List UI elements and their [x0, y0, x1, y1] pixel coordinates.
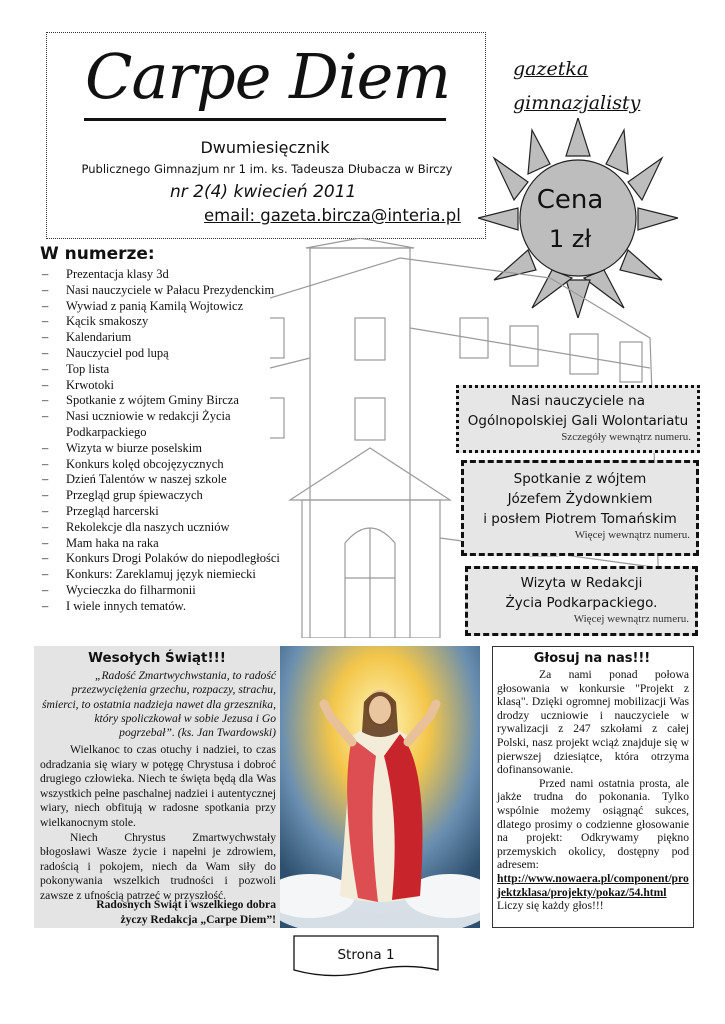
easter-body: [40, 743, 276, 904]
contents-item: – I wiele innych tematów.: [40, 599, 280, 615]
school-name: Publicznego Gimnazjum nr 1 im. ks. Tadeusza Dłubacza w Birczy: [81, 162, 453, 176]
contents-item: – Kalendarium: [40, 330, 280, 346]
contents-item: – Krwotoki: [40, 378, 280, 394]
title-underline: [84, 118, 446, 121]
contents-item: – Kącik smakoszy: [40, 314, 280, 330]
contents-list: [40, 267, 280, 615]
contents-item: – Wywiad z panią Kamilą Wojtowicz: [40, 299, 280, 315]
contents-item: – Konkurs kolęd obcojęzycznych: [40, 457, 280, 473]
contents-item: – Przegląd grup śpiewaczych: [40, 488, 280, 504]
contents-item: – Nasi uczniowie w redakcji Życia Podkarpackiego: [40, 409, 280, 441]
contents-item: – Nasi nauczyciele w Pałacu Prezydenckim: [40, 283, 280, 299]
callout-line: Ogólnopolskiej Gali Wolontariatu: [467, 413, 689, 429]
subtitle-gimnazjalisty: gimnazjalisty: [513, 92, 641, 114]
vote-closing: Liczy się każdy głos!!!: [497, 899, 604, 913]
callout-mayor-meeting: [461, 460, 699, 556]
vote-title: Głosuj na nas!!!: [533, 651, 651, 666]
contents-item: – Przegląd harcerski: [40, 504, 280, 520]
vote-body: [497, 668, 689, 913]
callout-note: Więcej wewnątrz numeru.: [573, 613, 689, 625]
easter-signature-line: życzy Redakcja „Carpe Diem”!: [120, 912, 276, 926]
contents-item: – Nauczyciel pod lupą: [40, 346, 280, 362]
callout-line: Nasi nauczyciele na: [511, 393, 645, 409]
newspaper-title: Carpe Diem: [85, 40, 451, 113]
contents-item: – Spotkanie z wójtem Gminy Bircza: [40, 393, 280, 409]
contents-item: – Dzień Talentów w naszej szkole: [40, 472, 280, 488]
contents-item: – Prezentacja klasy 3d: [40, 267, 280, 283]
contents-item: – Konkurs Drogi Polaków do niepodległości: [40, 551, 280, 567]
risen-christ-image: [280, 646, 480, 928]
callout-volunteer-gala: [456, 385, 700, 453]
contents-item: – Top lista: [40, 362, 280, 378]
vote-paragraph: Przed nami ostatnia prosta, ale jakże trudna do pokonania. Tylko wspólnie możemy osiągnąć sukces, dlatego prosimy o codzienne głosowanie na projekt: Odkrywamy piękno przemyskich okolicy, dostępny pod adresem:: [497, 776, 689, 872]
easter-paragraph: Niech Chrystus Zmartwychwstały błogosławi Wasze życie i napełni je zdrowiem, radością i pokojem, niech da Wam siły do pokonywania wszelkich trudności i pozwoli zawsze z ufnością patrzeć w przyszłość.: [40, 830, 276, 902]
callout-line: Józefem Żydownkiem: [507, 491, 653, 507]
contents-item: – Mam haka na raka: [40, 536, 280, 552]
contents-item: – Rekolekcje dla naszych uczniów: [40, 520, 280, 536]
page-number: Strona 1: [337, 947, 395, 963]
callout-newsroom-visit: [465, 566, 698, 636]
easter-quote: „Radość Zmartwychwstania, to radość przezwyciężenia grzechu, rozpaczy, strachu, śmierci, to ostatnia nadzieja nawet dla grzesznika, który spoliczkował w sobie Jezusa i Go pogrzebał”. (ks. Jan Twardowski): [41, 669, 276, 740]
price-value: 1 zł: [548, 225, 592, 253]
contents-item: – Wycieczka do filharmonii: [40, 583, 280, 599]
callout-line: Wizyta w Redakcji: [520, 575, 643, 591]
contents-heading: W numerze:: [40, 244, 155, 264]
easter-signature: [40, 898, 276, 927]
contents-item: – Wizyta w biurze poselskim: [40, 441, 280, 457]
subtitle-gazetka: gazetka: [513, 58, 589, 80]
callout-line: i posłem Piotrem Tomańskim: [483, 511, 677, 527]
price-label: Cena: [536, 185, 604, 215]
easter-paragraph: Wielkanoc to czas otuchy i nadziei, to czas odradzania się wiary w potęgę Chrystusa i dobroć drugiego człowieka. Niech te święta będą dla Was wszystkich pełne paschalnej nadziei i autentycznej wiary, niech obfitują w radosne spotkania przy wielkanocnym stole.: [40, 743, 276, 829]
email-link[interactable]: email: gazeta.bircza@interia.pl: [204, 206, 461, 225]
easter-title: Wesołych Świąt!!!: [88, 650, 226, 666]
callout-note: Szczegóły wewnątrz numeru.: [561, 431, 691, 443]
issue-label: nr 2(4) kwiecień 2011: [170, 182, 357, 202]
contents-item: – Konkurs: Zareklamuj język niemiecki: [40, 567, 280, 583]
vote-project-link[interactable]: http://www.nowaera.pl/component/projektzklasa/projekty/pokaz/54.html: [497, 871, 689, 899]
easter-signature-line: Radosnych Świąt i wszelkiego dobra: [96, 898, 276, 911]
frequency-label: Dwumiesięcznik: [200, 138, 330, 157]
callout-line: Spotkanie z wójtem: [513, 471, 647, 487]
vote-paragraph: Za nami ponad połowa głosowania w konkursie "Projekt z klasą". Dzięki ogromnej mobilizacji Was drodzy uczniowie i nauczyciele w rywalizacji z 247 szkołami z całej Polski, nasz projekt wciąż znajduje się w pierwszej dziesiątce, która otrzyma dofinansowanie.: [497, 668, 689, 777]
callout-line: Życia Podkarpackiego.: [505, 595, 658, 611]
callout-note: Więcej wewnątrz numeru.: [574, 529, 690, 541]
